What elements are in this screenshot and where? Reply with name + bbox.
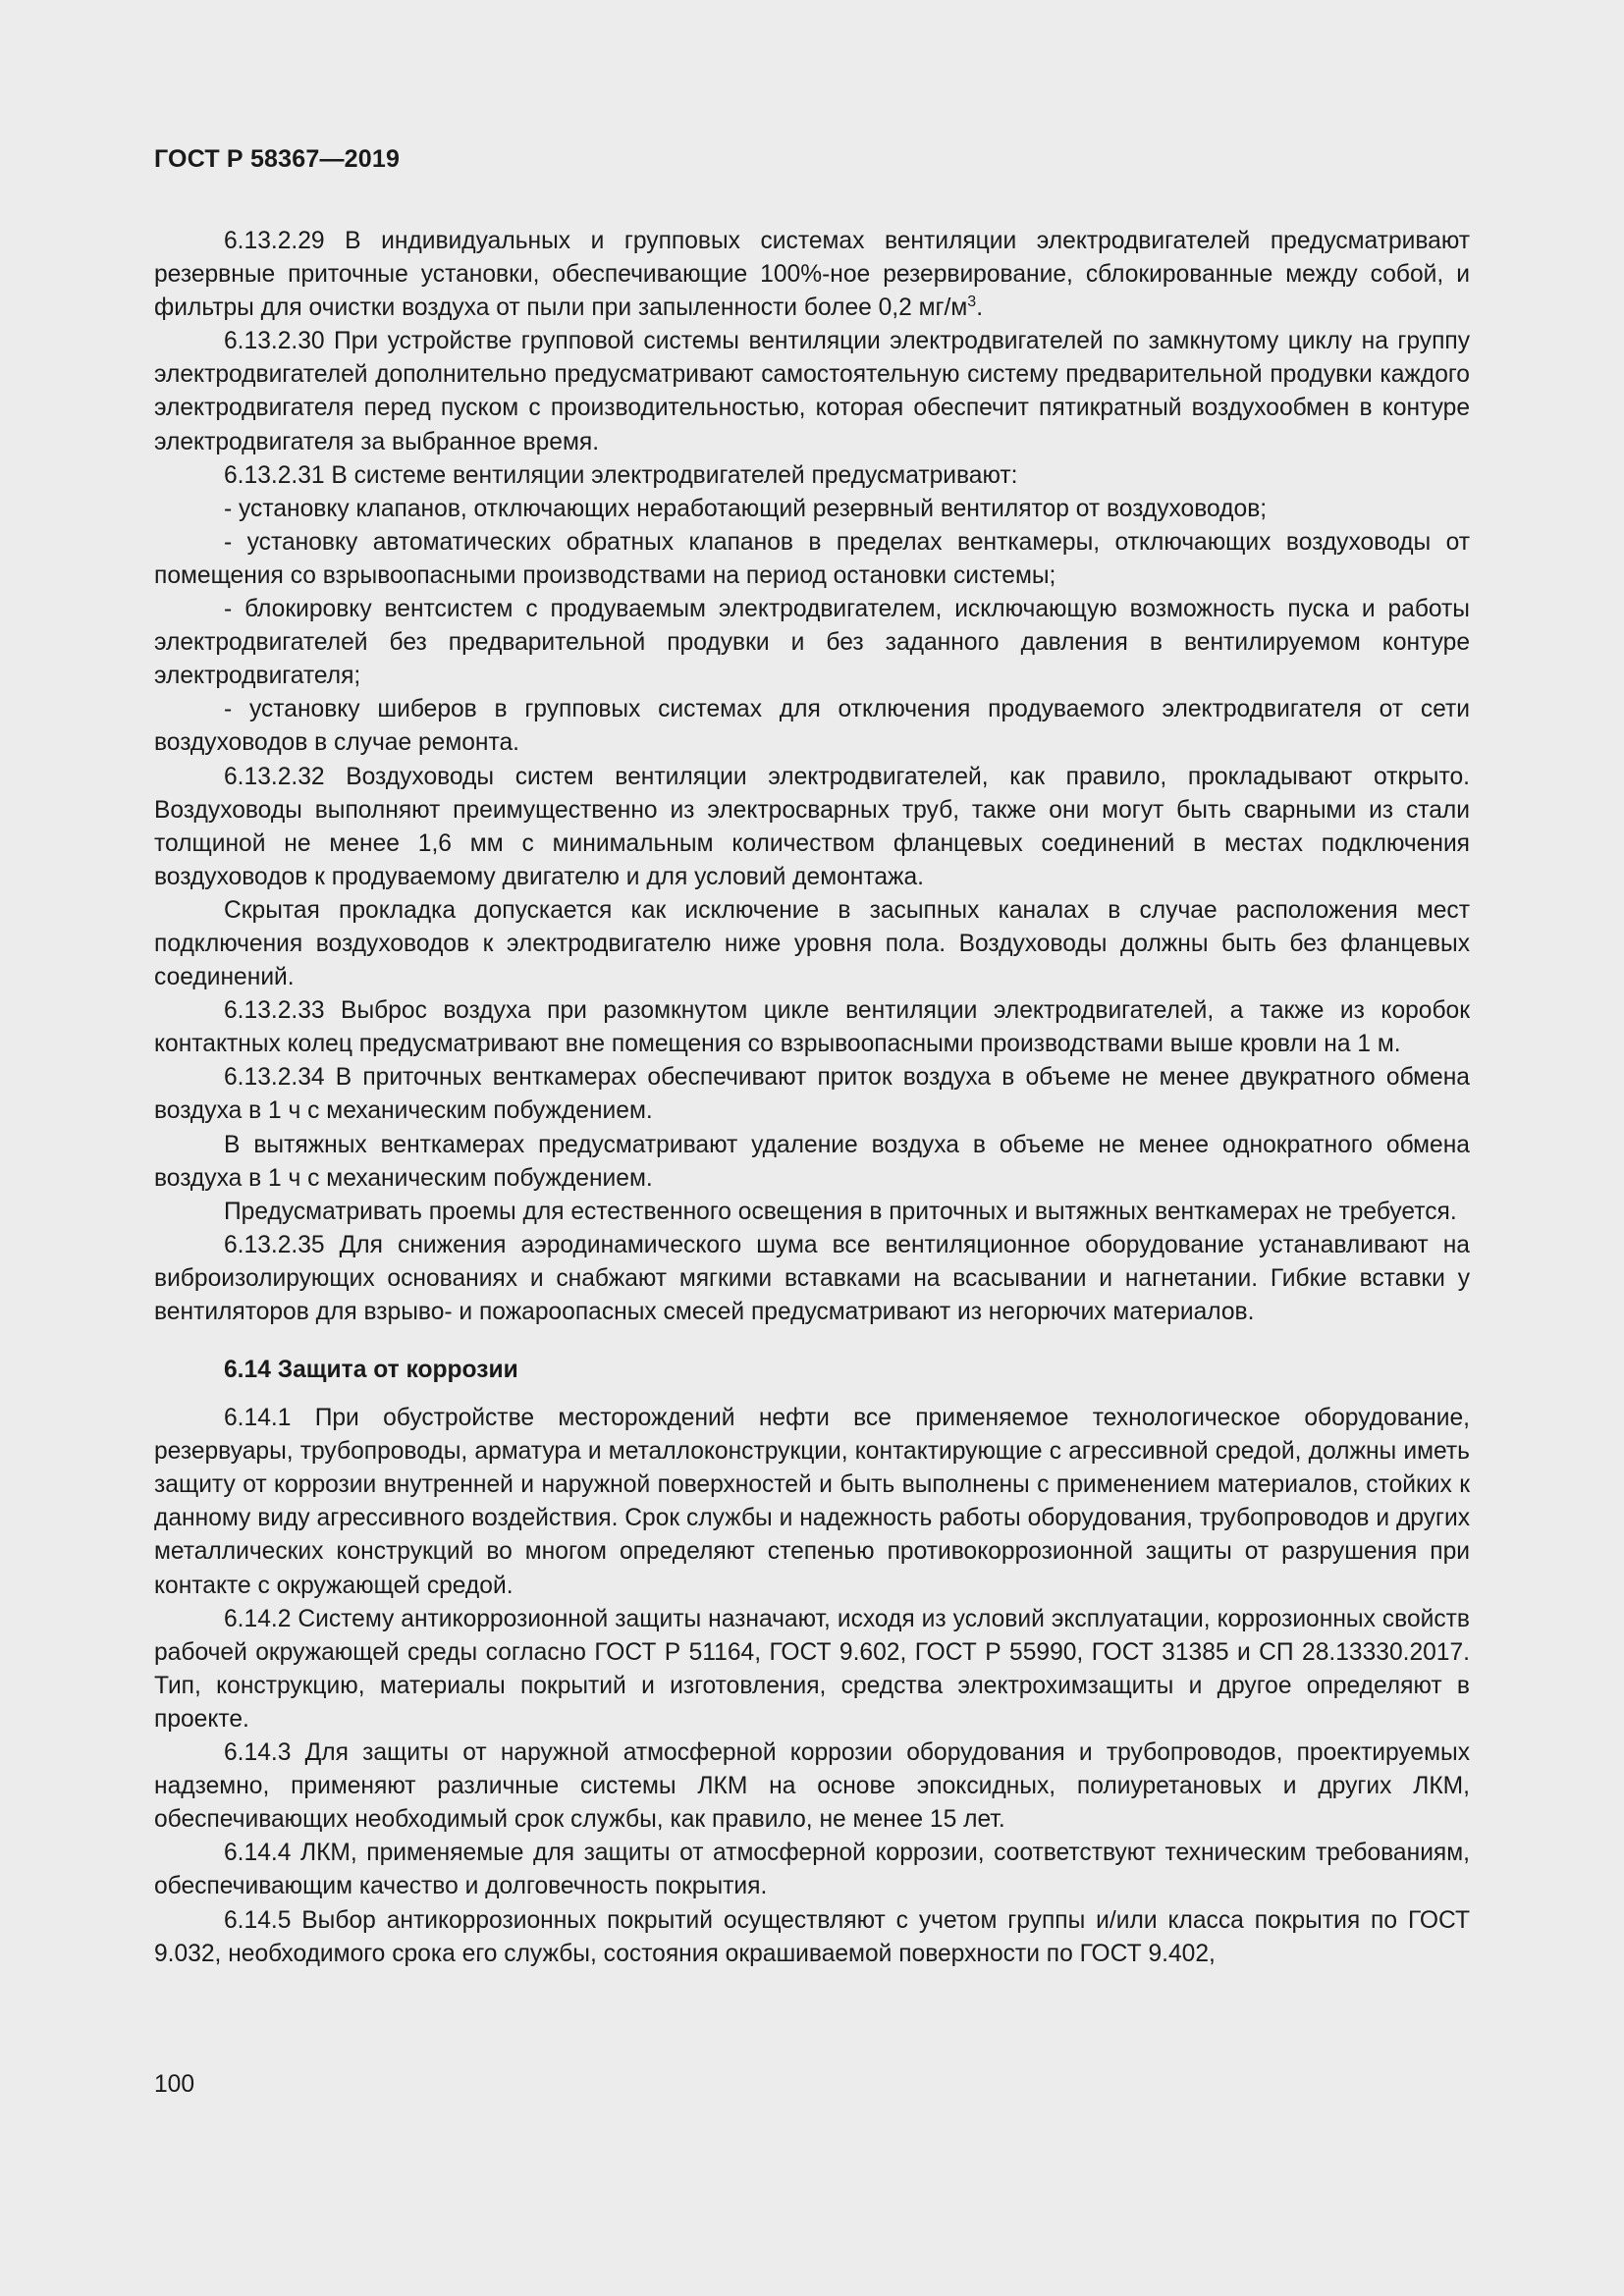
list-item: - установку шиберов в групповых системах для отключения продуваемого электродвигателя от сети воздуховодов в случае ремонта.	[154, 696, 1470, 757]
paragraph-6-13-2-34: 6.13.2.34 В приточных венткамерах обеспечивают приток воздуха в объеме не менее двукратного обмена воздуха в 1 ч с механическим побуждением.	[154, 1064, 1470, 1125]
page-number: 100	[154, 2071, 195, 2098]
paragraph-6-13-2-35: 6.13.2.35 Для снижения аэродинамического шума все вентиляционное оборудование устанавливают на виброизолирующих основаниях и снабжают мягкими вставками на всасывании и нагнетании. Гибкие вставки у вентиляторов для взрыво- и пожароопасных смесей предусматривают из негорючих материалов.	[154, 1231, 1470, 1325]
paragraph-6-14-4: 6.14.4 ЛКМ, применяемые для защиты от атмосферной коррозии, соответствуют техническим требованиям, обеспечивающим качество и долговечность покрытия.	[154, 1840, 1470, 1900]
paragraph-6-13-2-29	[154, 225, 1470, 325]
list-item: - установку автоматических обратных клапанов в пределах венткамеры, отключающих воздуховоды от помещения со взрывоопасными производствами на период остановки системы;	[154, 528, 1470, 589]
paragraph: Скрытая прокладка допускается как исключение в засыпных каналах в случае расположения мест подключения воздуховодов к электродвигателю ниже уровня пола. Воздуховоды должны быть без фланцевых соединений.	[154, 896, 1470, 991]
paragraph-6-13-2-32: 6.13.2.32 Воздуховоды систем вентиляции электродвигателей, как правило, прокладывают открыто. Воздуховоды выполняют преимущественно из электросварных труб, также они могут быть сварными из стали толщиной не менее 1,6 мм с минимальным количеством фланцевых соединений в местах подключения воздуховодов к продуваемому двигателю и для условий демонтажа.	[154, 763, 1470, 890]
paragraph-6-14-2: 6.14.2 Систему антикоррозионной защиты назначают, исходя из условий эксплуатации, коррозионных свойств рабочей окружающей среды согласно ГОСТ Р 51164, ГОСТ 9.602, ГОСТ Р 55990, ГОСТ 31385 и СП 28.13330.2017. Тип, конструкцию, материалы покрытий и изготовления, средства электрохимзащиты и другое определяют в проекте.	[154, 1605, 1470, 1733]
document-body	[154, 225, 1470, 1971]
list-item: - блокировку вентсистем с продуваемым электродвигателем, исключающую возможность пуска и работы электродвигателей без предварительной продувки и без заданного давления в вентилируемом контуре электродвигателя;	[154, 596, 1470, 690]
paragraph-text: 6.13.2.29 В индивидуальных и групповых системах вентиляции электродвигателей предусматривают резервные приточные установки, обеспечивающие 100%-ное резервирование, сблокированные между собой, и фильтры для очистки воздуха от пыли при запыленности более 0,2 мг/м	[154, 228, 1470, 322]
section-heading: 6.14 Защита от коррозии	[224, 1357, 518, 1384]
superscript: 3	[967, 294, 977, 311]
paragraph-6-13-2-33: 6.13.2.33 Выброс воздуха при разомкнутом цикле вентиляции электродвигателей, а также из коробок контактных колец предусматривают вне помещения со взрывоопасными производствами выше кровли на 1 м.	[154, 997, 1470, 1058]
paragraph-text: .	[976, 294, 984, 322]
document-header: ГОСТ Р 58367—2019	[154, 145, 401, 173]
list-item: - установку клапанов, отключающих неработающий резервный вентилятор от воздуховодов;	[224, 495, 1268, 522]
paragraph: Предусматривать проемы для естественного освещения в приточных и вытяжных венткамерах не требуется.	[224, 1198, 1457, 1225]
paragraph: В вытяжных венткамерах предусматривают удаление воздуха в объеме не менее однократного обмена воздуха в 1 ч с механическим побуждением.	[154, 1131, 1470, 1192]
paragraph-6-13-2-30: 6.13.2.30 При устройстве групповой системы вентиляции электродвигателей по замкнутому циклу на группу электродвигателей дополнительно предусматривают самостоятельную систему предварительной продувки каждого электродвигателя перед пуском с производительностью, которая обеспечит пятикратный воздухообмен в контуре электродвигателя за выбранное время.	[154, 328, 1470, 455]
paragraph-6-14-1: 6.14.1 При обустройстве месторождений нефти все применяемое технологическое оборудование, резервуары, трубопроводы, арматура и металлоконструкции, контактирующие с агрессивной средой, должны иметь защиту от коррозии внутренней и наружной поверхностей и быть выполнены с применением материалов, стойких к данному виду агрессивного воздействия. Срок службы и надежность работы оборудования, трубопроводов и других металлических конструкций во многом определяют степенью противокоррозионной защиты от разрушения при контакте с окружающей средой.	[154, 1405, 1470, 1599]
paragraph-6-14-5: 6.14.5 Выбор антикоррозионных покрытий осуществляют с учетом группы и/или класса покрытия по ГОСТ 9.032, необходимого срока его службы, состояния окрашиваемой поверхности по ГОСТ 9.402,	[154, 1906, 1470, 1967]
paragraph-6-14-3: 6.14.3 Для защиты от наружной атмосферной коррозии оборудования и трубопроводов, проектируемых надземно, применяют различные системы ЛКМ на основе эпоксидных, полиуретановых и других ЛКМ, обеспечивающих необходимый срок службы, как правило, не менее 15 лет.	[154, 1739, 1470, 1834]
paragraph-6-13-2-31: 6.13.2.31 В системе вентиляции электродвигателей предусматривают:	[224, 461, 1018, 489]
